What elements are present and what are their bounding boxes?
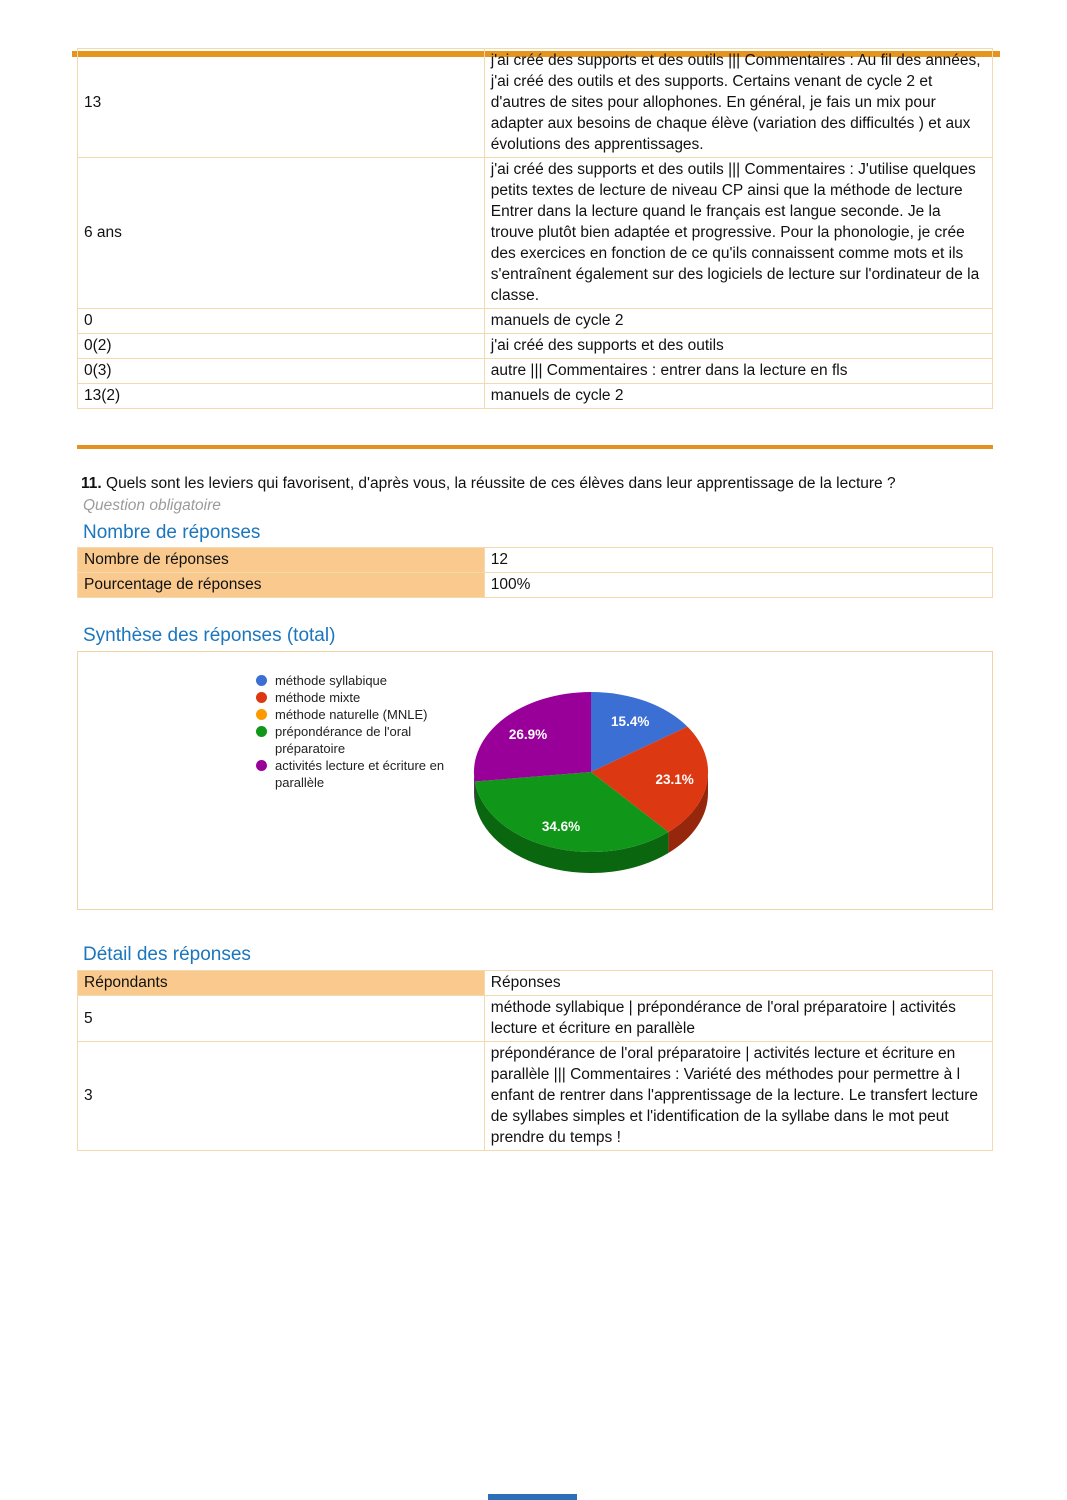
legend-dot-icon [256,692,267,703]
table-row [78,996,993,1042]
response-cell: j'ai créé des supports et des outils [484,334,992,359]
pie-slice-label: 15.4% [611,714,650,729]
pie-slice-label: 34.6% [541,818,581,834]
respondent-cell: 5 [78,996,485,1042]
question-title [77,473,991,495]
legend-item [256,706,445,723]
table-row [78,309,993,334]
pie-slice-label: 23.1% [655,772,694,787]
question-block [77,473,993,598]
legend-item [256,689,445,706]
legend-dot-icon [256,760,267,771]
stat-value-cell: 100% [484,573,992,598]
stat-label-cell: Nombre de réponses [78,548,485,573]
respondent-cell: 0 [78,309,485,334]
table-row [78,548,993,573]
legend-dot-icon [256,726,267,737]
response-cell: manuels de cycle 2 [484,309,992,334]
table-row [78,158,993,309]
respondent-cell: 6 ans [78,158,485,309]
response-cell: j'ai créé des supports et des outils ||| Commentaires : Au fil des années, j'ai créé des outils et des supports. Certains venant de cycle 2 et d'autres de sites pour allophones. En général, je fais un mix pour adapter aux besoins de chaque élève (variation des difficultés ) et aux évolutions des apprentissages. [484,49,992,158]
question-number: 11. [81,475,102,492]
legend-label: méthode syllabique [275,673,388,688]
question-text: Quels sont les leviers qui favorisent, d'après vous, la réussite de ces élèves dans leur apprentissage de la lecture ? [101,475,896,492]
response-cell: méthode syllabique | prépondérance de l'oral préparatoire | activités lecture et écriture en parallèle [484,996,992,1042]
stat-value-cell: 12 [484,548,992,573]
table-row [78,1042,993,1151]
table-row [78,49,993,158]
table-row [78,334,993,359]
detail-col-responses: Réponses [484,971,992,996]
response-cell: prépondérance de l'oral préparatoire | activités lecture et écriture en parallèle ||| Commentaires : Variété des méthodes pour permettre à l enfant de rentrer dans l'apprentissage de la lecture. Le transfert lecture de syllabes simples et l'identification de la syllabe dans le mot peut prendre du temps ! [484,1042,992,1151]
response-cell: j'ai créé des supports et des outils ||| Commentaires : J'utilise quelques petits textes de lecture de niveau CP ainsi que la méthode de lecture Entrer dans la lecture quand le français est langue seconde. Je la trouve plutôt bien adaptée et progressive. Pour la phonologie, je crée des exercices en fonction de ce qu'ils connaissent comme mots et ils s'entraînent également sur des logiciels de lecture sur l'ordinateur de la classe. [484,158,992,309]
respondent-cell: 0(3) [78,359,485,384]
legend-dot-icon [256,675,267,686]
respondent-cell: 0(2) [78,334,485,359]
table-row [78,384,993,409]
respondent-cell: 13 [78,49,485,158]
page-bottom-marker [488,1494,577,1500]
table-row [78,573,993,598]
legend-dot-icon [256,709,267,720]
legend-label: prépondérance de l'oral préparatoire [275,724,412,756]
chart-legend [256,672,445,791]
pie-chart [451,660,731,900]
stat-label-cell: Pourcentage de réponses [78,573,485,598]
detail-heading: Détail des réponses [83,944,251,965]
respondent-cell: 13(2) [78,384,485,409]
table-row [78,359,993,384]
legend-label: activités lecture et écriture en parallèle [275,758,445,790]
response-cell: autre ||| Commentaires : entrer dans la lecture en fls [484,359,992,384]
legend-item [256,757,445,791]
pie-slice-label: 26.9% [508,726,548,742]
question-required-note: Question obligatoire [83,497,221,514]
detail-table [77,970,993,1151]
legend-label: méthode naturelle (MNLE) [275,707,428,722]
detail-header-row [78,971,993,996]
stats-table [77,547,993,598]
pie-chart-panel [77,651,993,910]
respondent-cell: 3 [78,1042,485,1151]
synthesis-heading: Synthèse des réponses (total) [83,625,336,646]
response-cell: manuels de cycle 2 [484,384,992,409]
report-page [77,48,993,1151]
stats-heading: Nombre de réponses [83,522,261,543]
section-divider [77,445,993,449]
legend-label: méthode mixte [275,690,361,705]
responses-continuation-table [77,48,993,409]
legend-item [256,723,445,757]
detail-col-respondents: Répondants [78,971,485,996]
legend-item [256,672,445,689]
